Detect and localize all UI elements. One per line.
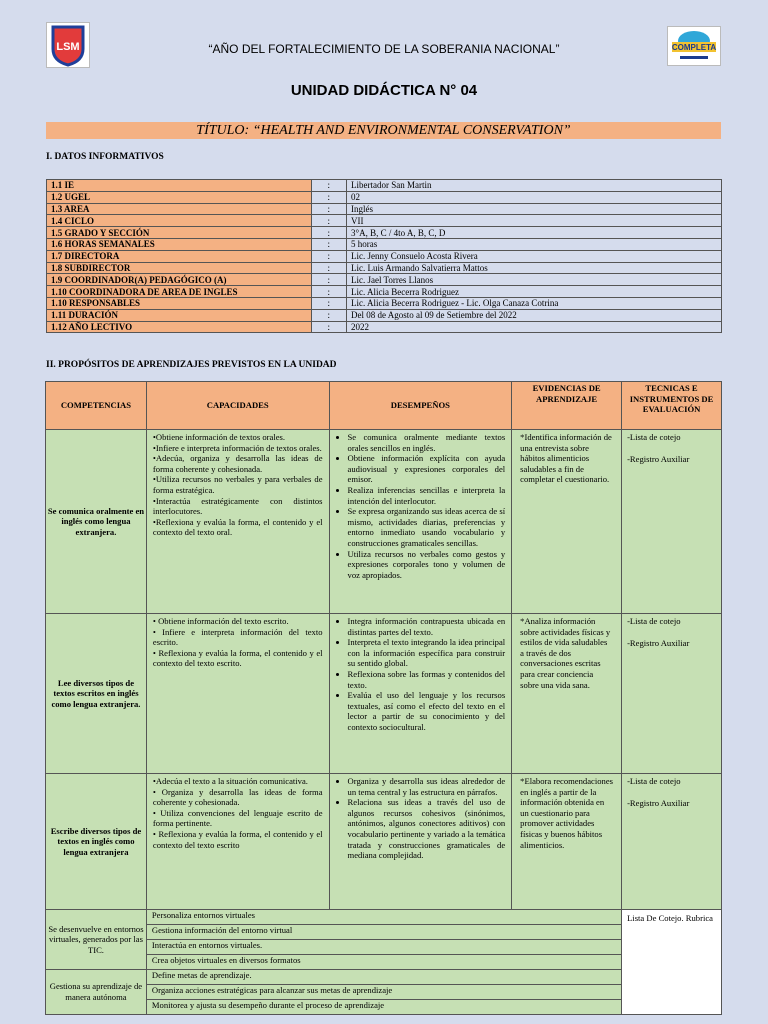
list-item: • Organiza y desarrolla sus ideas alrededor de un tema central y las estructura en párrafos. <box>348 776 506 797</box>
info-colon: : <box>311 286 346 298</box>
section-heading-propositos: II. PROPÓSITOS DE APRENDIZAJES PREVISTOS EN LA UNIDAD <box>46 360 337 370</box>
info-row <box>47 286 722 298</box>
year-motto: “AÑO DEL FORTALECIMIENTO DE LA SOBERANIA NACIONAL” <box>208 42 560 56</box>
info-row <box>47 309 722 321</box>
tecnicas-lee <box>622 614 722 774</box>
school-logo-text: LSM <box>56 41 80 53</box>
info-colon: : <box>311 227 346 239</box>
info-label: 1.10 COORDINADORA DE AREA DE INGLES <box>47 286 312 298</box>
info-row <box>47 250 722 262</box>
info-value: 3°A, B, C / 4to A, B, C, D <box>346 227 721 239</box>
evidencia-oral: *Identifica información de una entrevista sobre hábitos alimenticios saludables a fin de completar el cuestionario. <box>512 430 622 614</box>
info-value: 02 <box>346 191 721 203</box>
table-row <box>46 614 722 774</box>
datos-informativos-table <box>46 179 722 333</box>
capacidad-autonoma: Organiza acciones estratégicas para alcanzar sus metas de aprendizaje <box>146 985 621 1000</box>
list-item: •Infiere e interpreta información de textos orales. <box>152 442 322 453</box>
info-row <box>47 321 722 333</box>
list-item: •Adecúa el texto a la situación comunicativa. <box>152 776 308 786</box>
table-row <box>46 430 722 614</box>
list-item: •Reflexiona y evalúa la forma, el contenido y el contexto del texto oral. <box>152 516 323 538</box>
section-heading-datos: I. DATOS INFORMATIVOS <box>46 152 164 162</box>
info-colon: : <box>311 180 346 192</box>
info-value: 5 horas <box>346 238 721 250</box>
info-value: 2022 <box>346 321 721 333</box>
capacidad-autonoma: Define metas de aprendizaje. <box>146 970 621 985</box>
info-label: 1.4 CICLO <box>47 215 312 227</box>
info-label: 1.11 DURACIÓN <box>47 309 312 321</box>
competencia-tic: Se desenvuelve en entornos virtuales, generados por las TIC. <box>46 910 147 970</box>
info-value: Lic. Jael Torres Llanos <box>346 274 721 286</box>
info-row <box>47 203 722 215</box>
competencia-escribe: Escribe diversos tipos de textos en inglés como lengua extranjera <box>46 774 147 910</box>
info-value: Inglés <box>346 203 721 215</box>
list-item: •Interactúa estratégicamente con distintos interlocutores. <box>152 495 323 517</box>
info-row <box>47 238 722 250</box>
competencia-oral: Se comunica oralmente en inglés como lengua extranjera. <box>46 430 147 614</box>
capacidad-tic: Personaliza entornos virtuales <box>146 910 621 925</box>
header-desempenos: DESEMPEÑOS <box>329 382 512 430</box>
info-row <box>47 274 722 286</box>
list-item: • Utiliza recursos no verbales como gestos y expresiones corporales tono y volumen de voz apropiados. <box>348 549 506 581</box>
info-row <box>47 297 722 309</box>
list-item: • Relaciona sus ideas a través del uso de algunos recursos cohesivos (sinónimos, antónimos, algunos conectores aditivos) con vocabulario pertinente y variado a la temática tratada y construcciones gramaticales de mediana complejidad. <box>348 797 506 861</box>
header-competencias: COMPETENCIAS <box>46 382 147 430</box>
info-value: Lic. Alicia Becerra Rodriguez <box>346 286 721 298</box>
info-row <box>47 227 722 239</box>
info-colon: : <box>311 274 346 286</box>
info-value: Lic. Jenny Consuelo Acosta Rivera <box>346 250 721 262</box>
list-item: • Integra información contrapuesta ubicada en distintas partes del texto. <box>348 616 506 637</box>
table-row <box>46 970 722 985</box>
list-item: -Registro Auxiliar <box>627 453 690 464</box>
tecnicas-transversal: Lista De Cotejo. Rubrica <box>622 910 722 1015</box>
competencia-lee: Lee diversos tipos de textos escritos en inglés como lengua extranjera. <box>46 614 147 774</box>
jec-logo-text: COMPLETA <box>671 43 717 52</box>
info-value: Lic. Alicia Becerra Rodriguez - Lic. Olga Canaza Cotrina <box>346 297 721 309</box>
list-item: • Organiza y desarrolla las ideas de forma coherente y cohesionada. <box>152 786 323 808</box>
tecnicas-escribe <box>622 774 722 910</box>
unit-topic-title: TÍTULO: “HEALTH AND ENVIRONMENTAL CONSERVATION” <box>46 122 721 139</box>
list-item: • Se expresa organizando sus ideas acerca de sí mismo, actividades diarias, preferencias y entorno inmediato usando vocabulario y construcciones gramaticales sencillas. <box>348 506 506 548</box>
header-evidencias: EVIDENCIAS DE APRENDIZAJE <box>512 382 622 430</box>
list-item: • Obtiene información del texto escrito. <box>152 616 289 626</box>
info-row <box>47 215 722 227</box>
info-value: VII <box>346 215 721 227</box>
list-item: • Utiliza convenciones del lenguaje escrito de forma pertinente. <box>152 807 323 829</box>
desempenos-escribe <box>329 774 512 910</box>
desempenos-lee <box>329 614 512 774</box>
list-item: • Reflexiona y evalúa la forma, el contenido y el contexto del texto escrito <box>152 828 323 850</box>
info-colon: : <box>311 238 346 250</box>
list-item: •Utiliza recursos no verbales y para verbales de forma estratégica. <box>152 474 323 495</box>
info-label: 1.8 SUBDIRECTOR <box>47 262 312 274</box>
info-row <box>47 180 722 192</box>
header-tecnicas: TECNICAS E INSTRUMENTOS DE EVALUACIÓN <box>622 382 722 430</box>
list-item: -Registro Auxiliar <box>627 797 690 808</box>
info-label: 1.5 GRADO Y SECCIÓN <box>47 227 312 239</box>
info-colon: : <box>311 191 346 203</box>
tecnicas-oral <box>622 430 722 614</box>
list-item: -Lista de cotejo <box>627 432 681 442</box>
table-row <box>46 774 722 910</box>
info-label: 1.6 HORAS SEMANALES <box>47 238 312 250</box>
list-item: • Reflexiona y evalúa la forma, el contenido y el contexto del texto escrito. <box>152 647 323 669</box>
capacidad-autonoma: Monitorea y ajusta su desempeño durante el proceso de aprendizaje <box>146 1000 621 1015</box>
evidencia-escribe: *Elabora recomendaciones en inglés a partir de la información obtenida en un cuestionario para promover actividades físicas y buenos hábitos alimenticios. <box>512 774 622 910</box>
capacidad-tic: Gestiona información del entorno virtual <box>146 925 621 940</box>
capacidades-lee <box>146 614 329 774</box>
evidencia-lee: *Analiza información sobre actividades físicas y estilos de vida saludables a través de dos conversaciones escritas para crear conciencia sobre una vida sana. <box>512 614 622 774</box>
info-value: Lic. Luis Armando Salvatierra Mattos <box>346 262 721 274</box>
desempenos-oral <box>329 430 512 614</box>
capacidad-tic: Crea objetos virtuales en diversos formatos <box>146 955 621 970</box>
list-item: • Se comunica oralmente mediante textos orales sencillos en inglés. <box>348 432 506 453</box>
list-item: • Interpreta el texto integrando la idea principal con la información específica para construir su sentido global. <box>348 637 506 669</box>
info-row <box>47 191 722 203</box>
table-row <box>46 910 722 925</box>
capacidad-tic: Interactúa en entornos virtuales. <box>146 940 621 955</box>
info-colon: : <box>311 203 346 215</box>
jec-logo <box>667 26 721 66</box>
info-colon: : <box>311 262 346 274</box>
list-item: -Lista de cotejo <box>627 616 681 626</box>
info-label: 1.9 COORDINADOR(A) PEDAGÓGICO (A) <box>47 274 312 286</box>
info-label: 1.3 AREA <box>47 203 312 215</box>
list-item: -Registro Auxiliar <box>627 637 690 648</box>
list-item: -Lista de cotejo <box>627 776 681 786</box>
list-item: • Obtiene información explícita con ayuda audiovisual y expresiones corporales del emisor. <box>348 453 506 485</box>
propositos-table <box>45 381 722 1015</box>
info-colon: : <box>311 215 346 227</box>
info-value: Del 08 de Agosto al 09 de Setiembre del 2022 <box>346 309 721 321</box>
competencia-autonoma: Gestiona su aprendizaje de manera autónoma <box>46 970 147 1015</box>
list-item: • Realiza inferencias sencillas e interpreta la intención del interlocutor. <box>348 485 506 506</box>
info-label: 1.10 RESPONSABLES <box>47 297 312 309</box>
info-colon: : <box>311 309 346 321</box>
info-colon: : <box>311 321 346 333</box>
list-item: • Infiere e interpreta información del texto escrito. <box>152 626 323 648</box>
list-item: • Reflexiona sobre las formas y contenidos del texto. <box>348 669 506 690</box>
info-label: 1.12 AÑO LECTIVO <box>47 321 312 333</box>
info-label: 1.1 IE <box>47 180 312 192</box>
info-row <box>47 262 722 274</box>
capacidades-escribe <box>146 774 329 910</box>
table-header-row <box>46 382 722 430</box>
info-colon: : <box>311 250 346 262</box>
capacidades-oral <box>146 430 329 614</box>
info-label: 1.2 UGEL <box>47 191 312 203</box>
info-label: 1.7 DIRECTORA <box>47 250 312 262</box>
unit-title: UNIDAD DIDÁCTICA N° 04 <box>290 82 478 99</box>
header-capacidades: CAPACIDADES <box>146 382 329 430</box>
info-value: Libertador San Martin <box>346 180 721 192</box>
list-item: • Evalúa el uso del lenguaje y los recursos textuales, así como el efecto del texto en el lector a partir de su conocimiento y del contexto sociocultural. <box>348 690 506 732</box>
info-colon: : <box>311 297 346 309</box>
list-item: •Obtiene información de textos orales. <box>152 432 286 442</box>
list-item: •Adecúa, organiza y desarrolla las ideas de forma coherente y cohesionada. <box>152 453 323 474</box>
